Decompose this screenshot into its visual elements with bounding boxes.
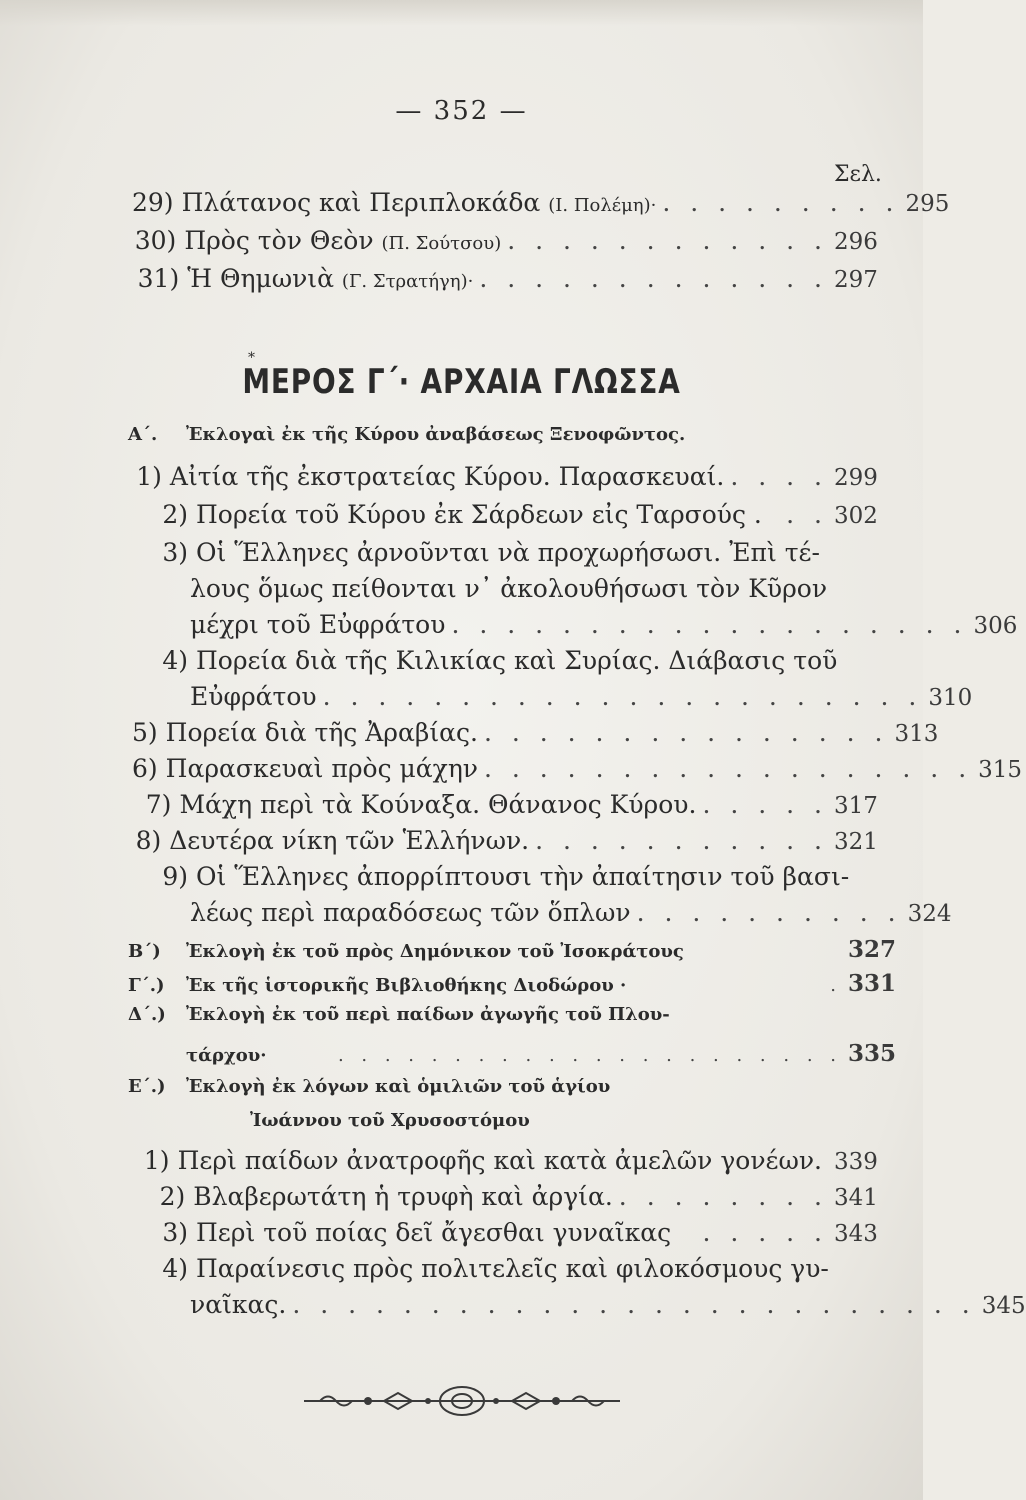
- toc-entry: 31) Ἡ Θημωνιὰ (Γ. Στρατήγη)· . . . . . . . . . . . . . 297: [137, 264, 878, 293]
- leader-dots: . . . . . . . . . . .: [535, 826, 828, 855]
- page-column-label: Σελ.: [834, 162, 882, 187]
- stray-mark: *: [248, 350, 255, 366]
- toc-entry-continuation: λους ὅμως πείθονται ν᾽ ἀκολουθήσωσι τὸν Κῦρον: [190, 574, 828, 603]
- ornament-dot: [425, 1398, 431, 1404]
- toc-entry: 29) Πλάτανος καὶ Περιπλοκάδα (Ι. Πολέμη)· . . . . . . . . . 295: [132, 188, 950, 217]
- toc-entry: 8) Δευτέρα νίκη τῶν Ἑλλήνων. . . . . . . . . . . . 321: [135, 826, 878, 855]
- ornament-dot: [493, 1398, 499, 1404]
- ornament-dot: [364, 1397, 372, 1405]
- page-number: — 352 —: [395, 96, 528, 126]
- leader-dots: . . . . . . . .: [618, 1182, 828, 1211]
- toc-entry: 7) Μάχη περὶ τὰ Κούναξα. Θάνανος Κύρου. . . . . . 317: [145, 790, 878, 819]
- section-heading: ΜΕΡΟΣ Γ΄· ΑΡΧΑΙΑ ΓΛΩΣΣΑ: [242, 362, 681, 402]
- leader-dots: . . . . .: [702, 790, 828, 819]
- decorative-ornament-icon: [300, 1376, 624, 1426]
- leader-dots: . . . . . . . . . . . . . . . . . . . . . .: [322, 682, 923, 711]
- subsection-d-continuation: τάρχου· . . . . . . . . . . . . . . . . . . . . . . 335: [186, 1040, 897, 1067]
- toc-entry: 1) Αἰτία τῆς ἐκστρατείας Κύρου. Παρασκευαί. . . . . 299: [136, 462, 878, 491]
- leader-dots: . . . . . . . . . . . . . . . . . .: [484, 754, 973, 783]
- toc-entry-continuation: λέως περὶ παραδόσεως τῶν ὅπλων . . . . . . . . . . 324: [190, 898, 952, 927]
- leader-dots: . . . .: [730, 462, 828, 491]
- toc-entry: 9) Οἱ Ἕλληνες ἀπορρίπτουσι τὴν ἀπαίτησιν τοῦ βασι-: [162, 862, 850, 891]
- ornament-dot: [552, 1397, 560, 1405]
- leader-dots: . . . . . . . . . . . . . . . . . . . . . .: [337, 1045, 842, 1066]
- leader-dots: . . . . . . . . . .: [636, 898, 902, 927]
- leader-dots: . . . . . . . . . . . . . . .: [483, 718, 889, 747]
- subsection-b-heading: Β΄) Ἐκλογὴ ἐκ τοῦ πρὸς Δημόνικον τοῦ Ἰσοκράτους 327: [128, 936, 897, 963]
- toc-entry: 2) Πορεία τοῦ Κύρου ἐκ Σάρδεων εἰς Ταρσούς . . . 302: [162, 500, 878, 529]
- toc-entry: 30) Πρὸς τὸν Θεὸν (Π. Σούτσου) . . . . . . . . . . . . 296: [134, 226, 878, 255]
- leader-dots: .: [830, 975, 842, 996]
- toc-entry: 4) Παραίνεσις πρὸς πολιτελεῖς καὶ φιλοκόσμους γυ-: [162, 1254, 829, 1283]
- subsection-e-heading: Ε΄.) Ἐκλογὴ ἐκ λόγων καὶ ὁμιλιῶν τοῦ ἁγίου: [128, 1076, 611, 1097]
- leader-dots: . . . . .: [702, 1218, 828, 1247]
- toc-entry: 5) Πορεία διὰ τῆς Ἀραβίας. . . . . . . . . . . . . . . . 313: [132, 718, 939, 747]
- leader-dots: . . . . . . . . . . . . .: [479, 264, 828, 293]
- leader-dots: . . . . . . . . . . . . . . . . . . .: [451, 610, 968, 639]
- toc-entry: 3) Οἱ Ἕλληνες ἀρνοῦνται νὰ προχωρήσωσι. Ἐπὶ τέ-: [162, 538, 820, 567]
- subsection-e-continuation: Ἰωάννου τοῦ Χρυσοστόμου: [250, 1110, 530, 1131]
- toc-entry-continuation: ναῖκας. . . . . . . . . . . . . . . . . . . . . . . . . . 345: [190, 1290, 1026, 1319]
- subsection-a-heading: Α΄. Ἐκλογαὶ ἐκ τῆς Κύρου ἀναβάσεως Ξενοφῶντος.: [128, 424, 686, 445]
- toc-entry: 4) Πορεία διὰ τῆς Κιλικίας καὶ Συρίας. Διάβασις τοῦ: [162, 646, 838, 675]
- toc-entry-continuation: μέχρι τοῦ Εὐφράτου . . . . . . . . . . . . . . . . . . . 306: [190, 610, 1018, 639]
- toc-entry: 1) Περὶ παίδων ἀνατροφῆς καὶ κατὰ ἀμελῶν γονέων. 339: [143, 1146, 878, 1175]
- toc-entry: 2) Βλαβερωτάτη ἡ τρυφὴ καὶ ἀργία. . . . . . . . . 341: [159, 1182, 878, 1211]
- leader-dots: . . . . . . . . . . . . . . . . . . . . . . . . .: [292, 1290, 976, 1319]
- toc-entry-continuation: Εὐφράτου . . . . . . . . . . . . . . . . . . . . . . 310: [190, 682, 973, 711]
- leader-dots: . .: [786, 500, 828, 529]
- page-top-edge: [0, 0, 923, 26]
- subsection-c-heading: Γ΄.) Ἐκ τῆς ἱστορικῆς Βιβλιοθήκης Διοδώρου · . 331: [128, 970, 897, 997]
- toc-entry: 3) Περὶ τοῦ ποίας δεῖ ἄγεσθαι γυναῖκας . . . . . 343: [162, 1218, 878, 1247]
- toc-entry: 6) Παρασκευαὶ πρὸς μάχην . . . . . . . . . . . . . . . . . . 315: [132, 754, 1023, 783]
- leader-dots: . . . . . . . . . . . .: [507, 226, 828, 255]
- subsection-d-heading: Δ΄.) Ἐκλογὴ ἐκ τοῦ περὶ παίδων ἀγωγῆς τοῦ Πλου-: [128, 1004, 670, 1025]
- leader-dots: . . . . . . . . .: [662, 188, 900, 217]
